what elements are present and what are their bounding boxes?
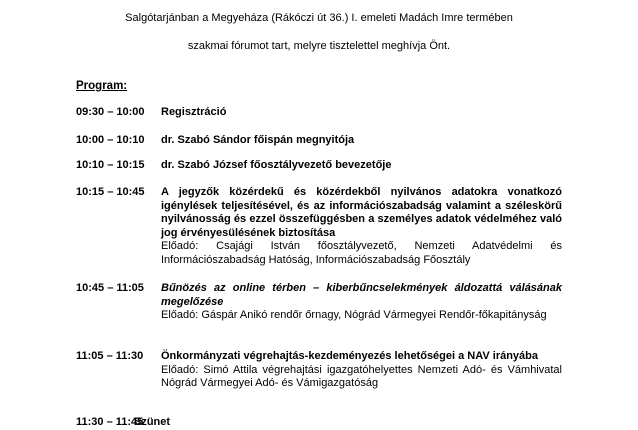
program-item-registration xyxy=(76,106,562,120)
program-item-title: dr. Szabó Sándor főispán megnyitója xyxy=(161,134,355,146)
program-item-title: Bűnözés az online térben – kiberbűncselekmények áldozattá válásának megelőzése xyxy=(161,282,562,308)
program-item-enforcement-lecture xyxy=(76,350,562,391)
program-item-time: 10:10 – 10:15 xyxy=(76,159,145,171)
program-item-public-data-lecture xyxy=(76,186,562,267)
intro-venue-line: Salgótarjánban a Megyeháza (Rákóczi út 36.) I. emeleti Madách Imre termében xyxy=(125,12,513,24)
program-item-title: Szünet xyxy=(134,416,171,428)
program-item-time: 10:45 – 11:05 xyxy=(76,282,144,294)
program-item-cybercrime-lecture xyxy=(76,282,562,323)
program-item-speaker: Előadó: Simó Attila végrehajtási igazgatóhelyettes Nemzeti Adó- és Vámhivatal Nógrád Vármegyei Adó- és Vámigazgatóság xyxy=(161,363,562,389)
intro-invitation-line: szakmai fórumot tart, melyre tisztelettel meghívja Önt. xyxy=(187,40,451,52)
program-item-introduction xyxy=(76,159,562,173)
program-item-title: dr. Szabó József főosztályvezető bevezetője xyxy=(161,159,392,171)
program-item-time: 10:00 – 10:10 xyxy=(76,134,145,146)
program-item-speaker: Előadó: Gáspár Anikó rendőr őrnagy, Nógrád Vármegyei Rendőr-főkapitányság xyxy=(161,309,547,321)
program-item-time: 10:15 – 10:45 xyxy=(76,186,145,198)
program-item-time: 11:05 – 11:30 xyxy=(76,350,144,362)
program-item-opening xyxy=(76,134,562,148)
program-item-title: Regisztráció xyxy=(161,106,227,118)
program-item-title: Önkormányzati végrehajtás-kezdeményezés lehetőségei a NAV irányába xyxy=(161,350,539,362)
program-heading: Program: xyxy=(76,80,128,92)
program-item-time: 09:30 – 10:00 xyxy=(76,106,145,118)
program-item-title: A jegyzők közérdekű és közérdekből nyilvános adatokra vonatkozó igénylések teljesítésével, és az információszabadság valamint a széleskörű nyilvánosság és ezzel összefüggésben a személyes adatok védelméhez való jog érvényesülésének biztosítása xyxy=(161,186,562,239)
program-item-time: 11:30 – 11:45 xyxy=(76,416,144,428)
program-item-break xyxy=(76,416,562,430)
program-item-speaker: Előadó: Csajági István főosztályvezető, Nemzeti Adatvédelmi és Információszabadság Hatóság, Információszabadság Főosztály xyxy=(161,240,562,266)
